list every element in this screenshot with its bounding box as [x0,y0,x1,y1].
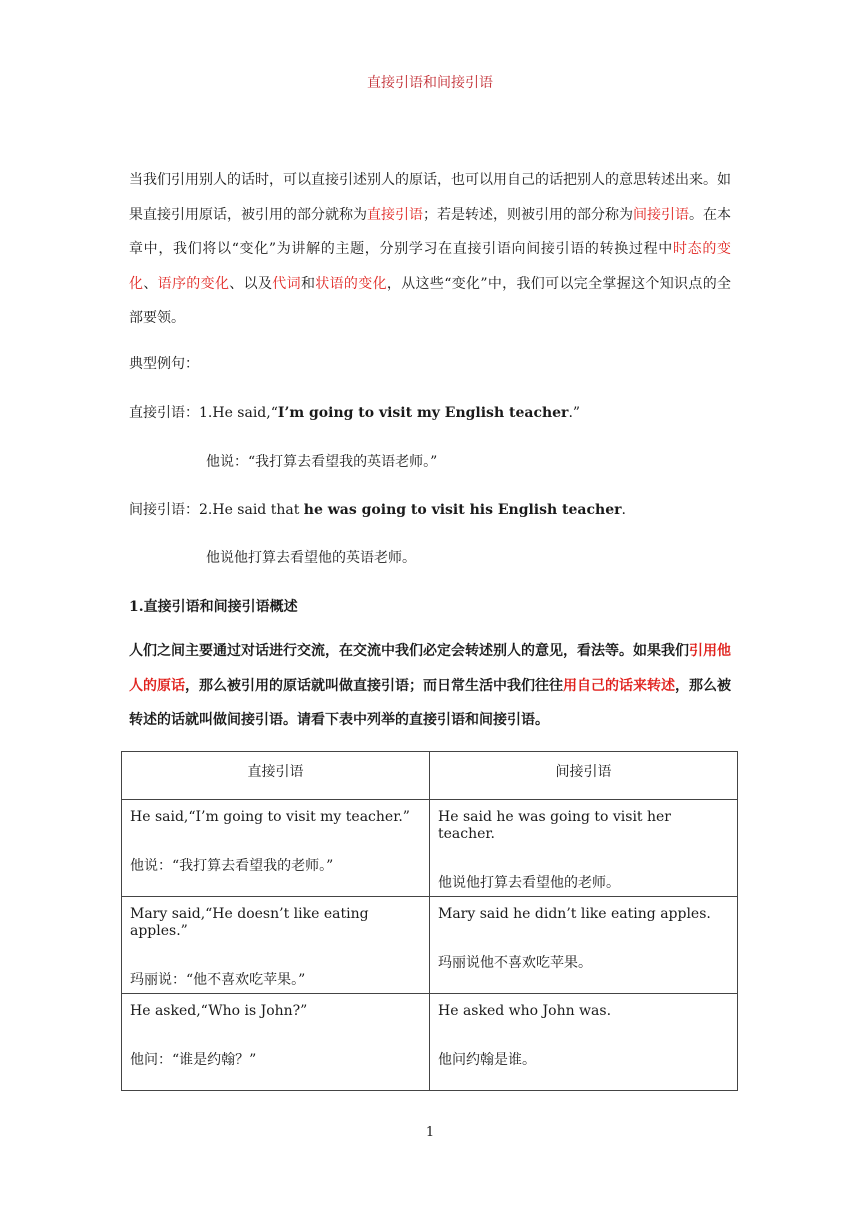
intro-paragraph [129,163,731,336]
header-indirect: 间接引语 [430,752,738,800]
cell-chinese: 他问约翰是谁。 [438,1052,536,1068]
table-row [122,994,738,1091]
example-text: .” [568,405,581,421]
intro-text: 和 [300,275,316,292]
section-text: 人们之间主要通过对话进行交流，在交流中我们必定会转述别人的意见，看法等。如果我们 [129,643,689,659]
table-cell [122,897,430,994]
highlight-adverbial-change: 状语的变化 [315,275,387,292]
table-header-row [122,752,738,800]
highlight-tense-change: 时态的变化 [129,241,732,292]
cell-chinese: 他说他打算去看望他的老师。 [438,875,620,891]
examples-label: 典型例句： [129,356,199,372]
cell-chinese: 玛丽说他不喜欢吃苹果。 [438,955,592,971]
comparison-table [121,751,738,1091]
example-direct-label: 直接引语： [129,405,199,421]
cell-english: Mary said,“He doesn’t like eating apples.” [130,906,369,939]
example-text: . [621,502,626,518]
table-cell [122,800,430,897]
table-row [122,897,738,994]
cell-english: He said,“I’m going to visit my teacher.” [130,809,410,825]
table-cell [430,897,738,994]
cell-english: He asked who John was. [438,1003,612,1019]
page-title: 直接引语和间接引语 [367,75,493,91]
example-direct-translation: 他说：“我打算去看望我的英语老师。” [206,454,438,470]
highlight-word-order-change: 语序的变化 [157,275,230,292]
example-direct [129,402,580,422]
cell-english: Mary said he didn’t like eating apples. [438,906,711,922]
section-text: ，那么被转述的话就叫做间接引语。请看下表中列举的直接引语和间接引语。 [129,677,731,728]
table-cell [122,994,430,1091]
cell-english: He said he was going to visit her teacher. [438,809,672,842]
header-direct: 直接引语 [122,752,430,800]
highlight-direct-speech: 直接引语 [367,206,423,223]
intro-text: 、以及 [229,275,273,292]
page-number: 1 [425,1125,435,1140]
example-bold-text: he was going to visit his English teacher [303,502,622,518]
example-indirect-label: 间接引语： [129,502,199,518]
table-cell [430,800,738,897]
highlight-indirect-speech: 间接引语 [633,206,689,223]
intro-text: 、 [143,275,158,292]
cell-chinese: 他问：“谁是约翰？” [130,1052,257,1068]
highlight-quote-original: 引用他人的原话 [129,643,731,694]
table-row [122,800,738,897]
cell-english: He asked,“Who is John?” [130,1003,308,1019]
section-paragraph [129,634,731,738]
example-text: 1.He said,“ [199,405,278,421]
table-cell [430,994,738,1091]
intro-text: ，从这些“变化”中，我们可以完全掌握这个知识点的全部要领。 [129,275,732,326]
section-text: ，那么被引用的原话就叫做直接引语；而日常生活中我们往往 [185,677,563,694]
intro-text: 。在本章中，我们将以“变化”为讲解的主题，分别学习在直接引语向间接引语的转换过程中 [129,206,731,257]
highlight-pronoun: 代词 [272,275,301,292]
example-bold-text: I’m going to visit my English teacher [277,405,569,421]
example-text: 2.He said that [199,502,304,518]
example-indirect-translation: 他说他打算去看望他的英语老师。 [206,550,416,566]
cell-chinese: 他说：“我打算去看望我的老师。” [130,858,334,874]
section-heading: 1.直接引语和间接引语概述 [129,599,298,615]
cell-chinese: 玛丽说：“他不喜欢吃苹果。” [130,972,306,988]
intro-text: ；若是转述，则被引用的部分称为 [423,206,633,223]
highlight-own-words: 用自己的话来转述 [563,677,675,694]
example-indirect [129,499,626,519]
intro-text: 当我们引用别人的话时，可以直接引述别人的原话，也可以用自己的话把别人的意思转述出来。如果直接引用原话，被引用的部分就称为 [129,172,731,223]
